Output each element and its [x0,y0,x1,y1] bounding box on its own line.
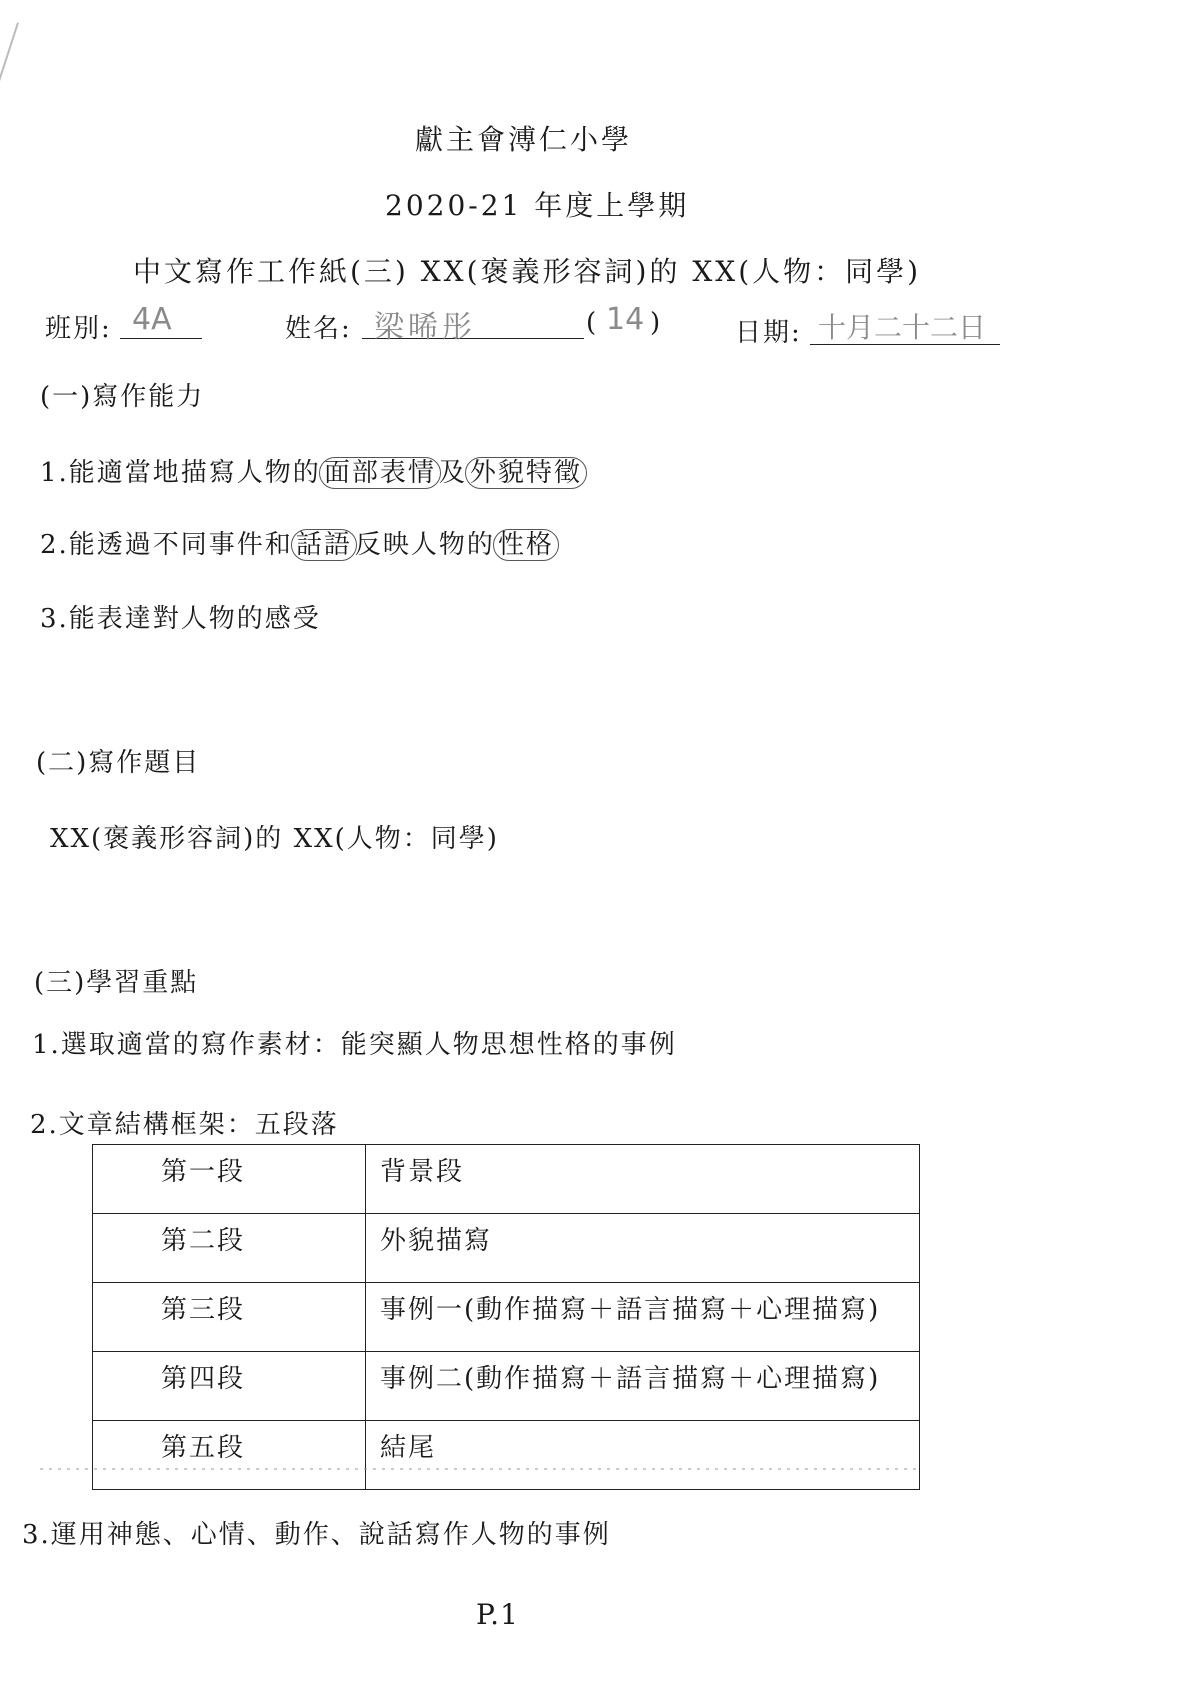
table-row [93,1352,920,1421]
date-field [810,310,1000,345]
page-number: P.1 [476,1598,519,1631]
item1-conjunction: 及 [438,458,467,488]
writing-topic: XX(褒義形容詞)的 XX(人物：同學) [50,824,499,854]
table-row [93,1214,920,1283]
worksheet-title: 中文寫作工作紙(三) XX(褒義形容詞)的 XX(人物：同學) [133,255,922,288]
name-value: 梁晞彤 [374,310,476,345]
paragraph-content: 外貌描寫 [366,1214,920,1283]
table-row [93,1283,920,1352]
section1-heading: (一)寫作能力 [40,382,205,412]
number-value: 14 [606,302,645,337]
number-close: ) [650,308,663,338]
scan-edge-mark [0,22,19,127]
item2-text-mid: 反映人物的 [354,530,495,560]
circled-personality: 性格 [493,529,559,561]
paragraph-structure-table [92,1144,920,1490]
section3-item2: 2.文章結構框架：五段落 [30,1110,339,1140]
circled-speech: 話語 [291,529,357,561]
circled-facial-expression: 面部表情 [319,457,441,489]
item1-text: 1.能適當地描寫人物的 [40,458,321,488]
paragraph-content: 背景段 [366,1145,920,1214]
item2-text: 2.能透過不同事件和 [40,530,293,560]
table-row [93,1145,920,1214]
class-value: 4A [132,302,172,337]
date-value: 十月二十二日 [818,311,987,344]
date-label: 日期: [735,318,802,348]
school-term: 2020-21 年度上學期 [385,189,690,222]
school-name: 獻主會溥仁小學 [415,123,633,156]
paragraph-label: 第二段 [93,1214,366,1283]
section3-item3: 3.運用神態、心情、動作、說話寫作人物的事例 [22,1520,611,1550]
paragraph-content: 結尾 [366,1421,920,1490]
section1-item1 [40,452,585,489]
section3-item1: 1.選取適當的寫作素材：能突顯人物思想性格的事例 [32,1030,677,1060]
name-field [362,304,584,345]
circled-appearance: 外貌特徵 [465,457,587,489]
section2-heading: (二)寫作題目 [36,748,201,778]
section3-heading: (三)學習重點 [34,968,199,998]
paragraph-label: 第一段 [93,1145,366,1214]
paragraph-label: 第三段 [93,1283,366,1352]
table-row [93,1421,920,1490]
section1-item3: 3.能表達對人物的感受 [40,604,321,634]
paragraph-label: 第五段 [93,1421,366,1490]
scan-dotted-line [40,1468,920,1470]
section1-item2 [40,524,557,561]
class-field [120,304,202,339]
number-open: ( [586,308,599,338]
paragraph-content: 事例一(動作描寫＋語言描寫＋心理描寫) [366,1283,920,1352]
paragraph-label: 第四段 [93,1352,366,1421]
name-label: 姓名: [285,314,352,344]
class-label: 班別: [45,314,112,344]
paragraph-content: 事例二(動作描寫＋語言描寫＋心理描寫) [366,1352,920,1421]
